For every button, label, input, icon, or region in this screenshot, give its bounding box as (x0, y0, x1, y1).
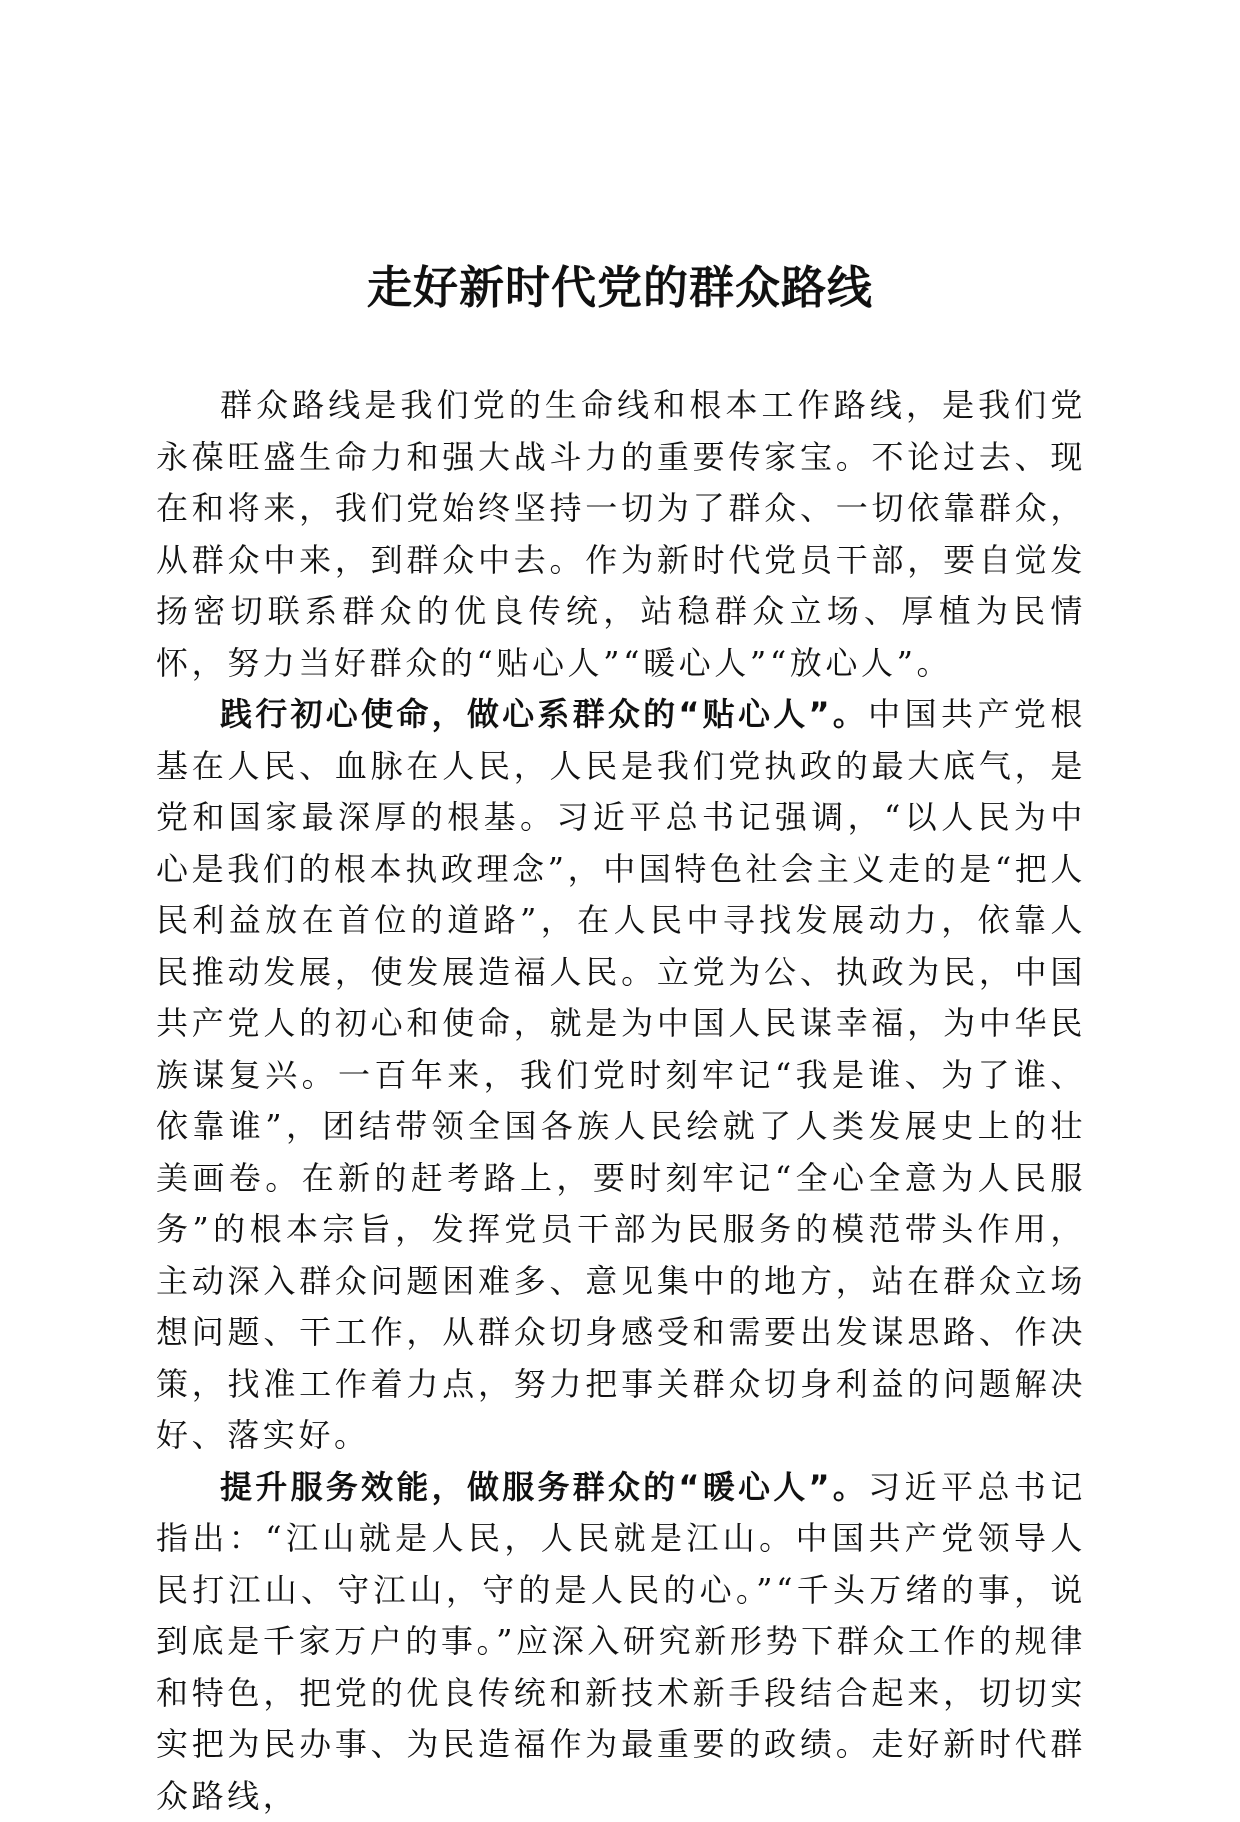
paragraph-intro (156, 380, 1086, 689)
paragraph-lead: 践行初心使命，做心系群众的“贴心人”。 (220, 695, 868, 733)
paragraph-lead: 提升服务效能，做服务群众的“暖心人”。 (220, 1468, 868, 1506)
paragraph-text: 中国共产党根基在人民、血脉在人民，人民是我们党执政的最大底气，是党和国家最深厚的根基。习近平总书记强调，“以人民为中心是我们的根本执政理念”，中国特色社会主义走的是“把人民利益放在首位的道路”，在人民中寻找发展动力，依靠人民推动发展，使发展造福人民。立党为公、执政为民，中国共产党人的初心和使命，就是为中国人民谋幸福，为中华民族谋复兴。一百年来，我们党时刻牢记“我是谁、为了谁、依靠谁”，团结带领全国各族人民绘就了人类发展史上的壮美画卷。在新的赶考路上，要时刻牢记“全心全意为人民服务”的根本宗旨，发挥党员干部为民服务的模范带头作用，主动深入群众问题困难多、意见集中的地方，站在群众立场想问题、干工作，从群众切身感受和需要出发谋思路、作决策，找准工作着力点，努力把事关群众切身利益的问题解决好、落实好。 (156, 695, 1086, 1454)
document-body (156, 380, 1086, 1822)
paragraph-close-to-masses (156, 689, 1086, 1462)
paragraph-text: 群众路线是我们党的生命线和根本工作路线，是我们党永葆旺盛生命力和强大战斗力的重要传家宝。不论过去、现在和将来，我们党始终坚持一切为了群众、一切依靠群众，从群众中来，到群众中去。作为新时代党员干部，要自觉发扬密切联系群众的优良传统，站稳群众立场、厚植为民情怀，努力当好群众的“贴心人”“暖心人”“放心人”。 (156, 386, 1086, 682)
document-title: 走好新时代党的群众路线 (0, 258, 1240, 318)
paragraph-serve-masses (156, 1462, 1086, 1822)
paragraph-text: 习近平总书记指出：“江山就是人民，人民就是江山。中国共产党领导人民打江山、守江山，守的是人民的心。”“千头万绪的事，说到底是千家万户的事。”应深入研究新形势下群众工作的规律和特色，把党的优良传统和新技术新手段结合起来，切切实实把为民办事、为民造福作为最重要的政绩。走好新时代群众路线， (156, 1468, 1086, 1815)
